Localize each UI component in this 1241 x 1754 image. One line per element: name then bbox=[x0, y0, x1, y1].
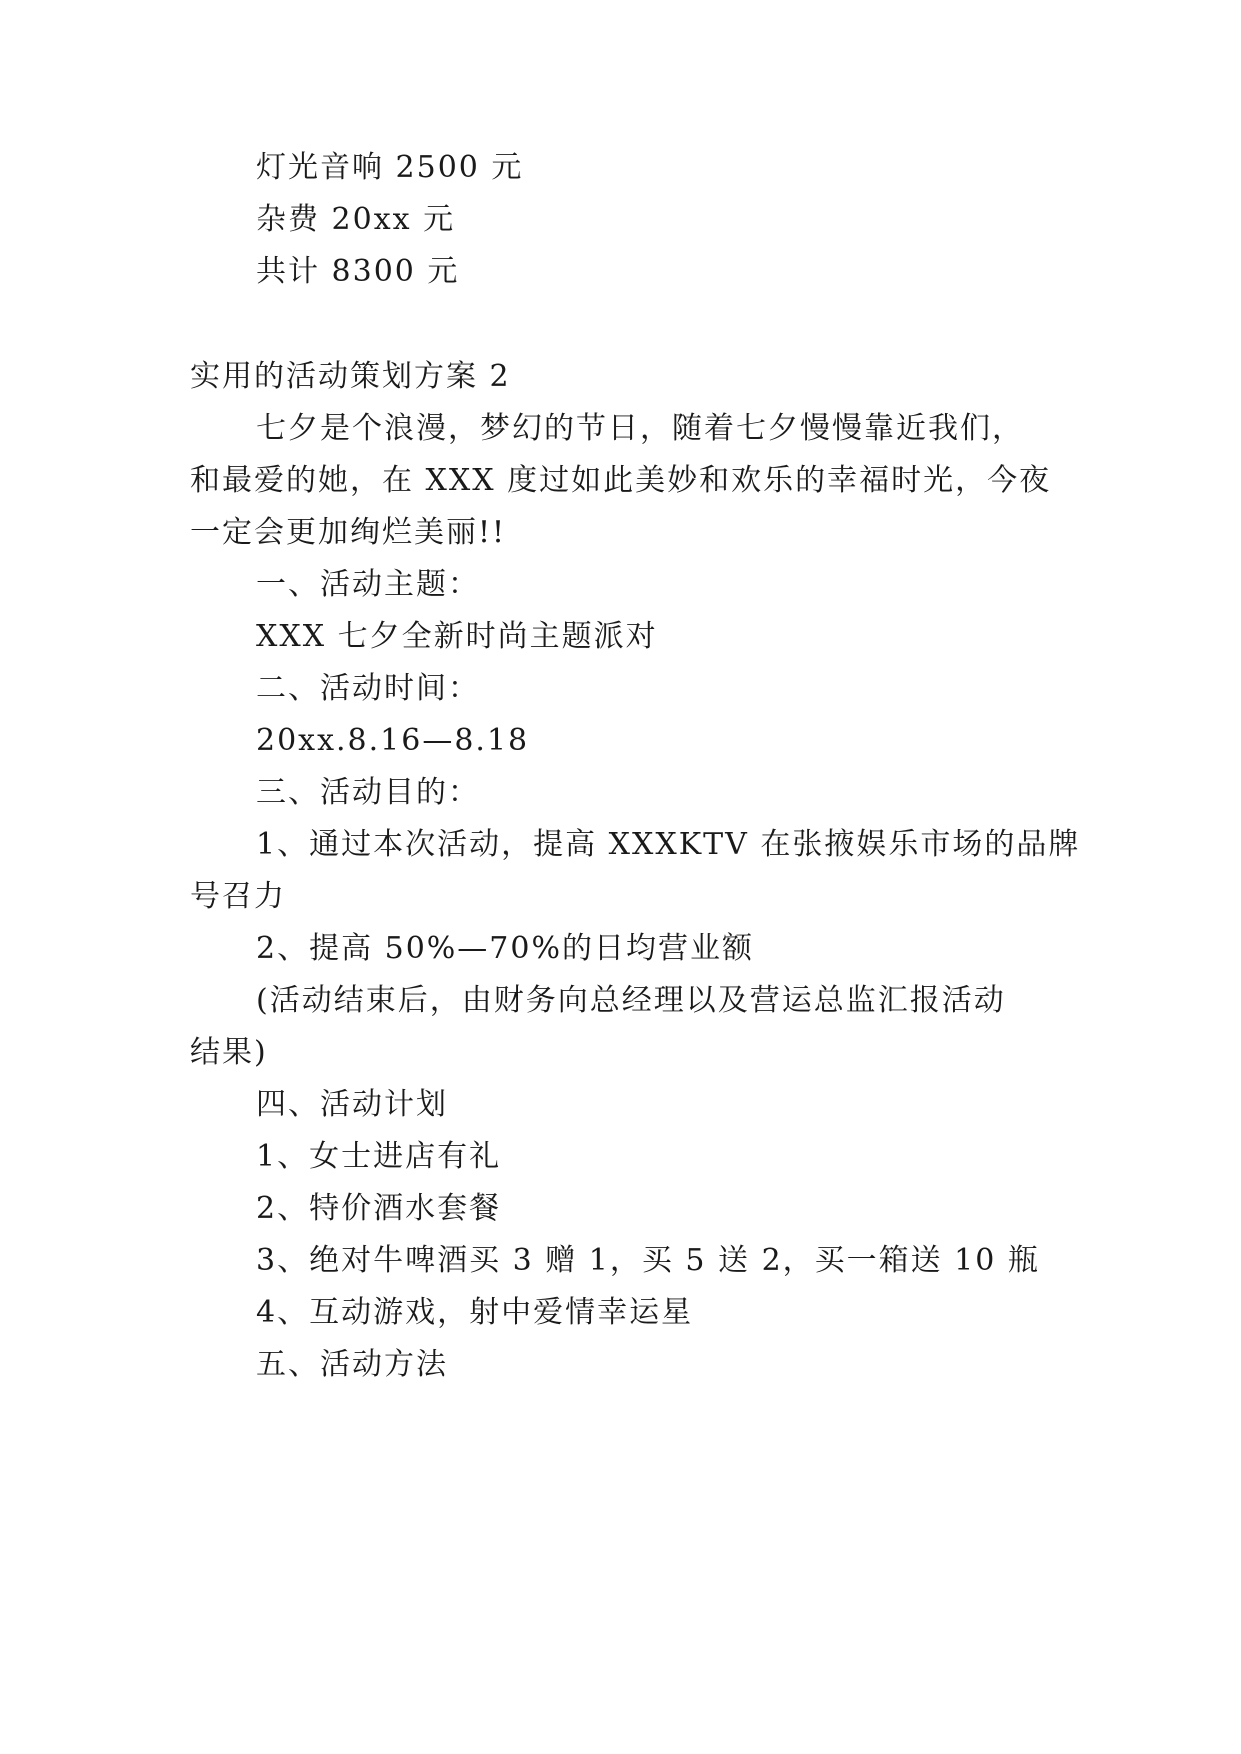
purpose-item-1-line-2: 号召力 bbox=[190, 879, 286, 914]
section-title: 实用的活动策划方案 2 bbox=[190, 359, 511, 394]
time-value: 20xx.8.16—8.18 bbox=[256, 723, 530, 758]
plan-item-4: 4、互动游戏，射中爱情幸运星 bbox=[256, 1295, 694, 1330]
purpose-heading: 三、活动目的： bbox=[256, 775, 480, 810]
intro-line-1: 七夕是个浪漫，梦幻的节日，随着七夕慢慢靠近我们， bbox=[256, 411, 1024, 446]
purpose-note-line-1: (活动结束后，由财务向总经理以及营运总监汇报活动 bbox=[256, 983, 1006, 1018]
plan-item-1: 1、女士进店有礼 bbox=[256, 1139, 502, 1174]
method-heading: 五、活动方法 bbox=[256, 1347, 448, 1382]
budget-total: 共计 8300 元 bbox=[256, 254, 460, 289]
plan-item-2: 2、特价酒水套餐 bbox=[256, 1191, 502, 1226]
purpose-note-line-2: 结果) bbox=[190, 1035, 268, 1070]
budget-lighting: 灯光音响 2500 元 bbox=[256, 150, 524, 185]
budget-misc: 杂费 20xx 元 bbox=[256, 202, 456, 237]
plan-heading: 四、活动计划 bbox=[256, 1087, 448, 1122]
intro-line-2: 和最爱的她，在 XXX 度过如此美妙和欢乐的幸福时光，今夜 bbox=[190, 463, 1052, 498]
plan-item-3: 3、绝对牛啤酒买 3 赠 1，买 5 送 2，买一箱送 10 瓶 bbox=[256, 1243, 1040, 1278]
intro-line-3: 一定会更加绚烂美丽!! bbox=[190, 515, 507, 550]
theme-heading: 一、活动主题： bbox=[256, 567, 480, 602]
time-heading: 二、活动时间： bbox=[256, 671, 480, 706]
purpose-item-2: 2、提高 50%—70%的日均营业额 bbox=[256, 931, 754, 966]
theme-value: XXX 七夕全新时尚主题派对 bbox=[256, 619, 658, 654]
purpose-item-1-line-1: 1、通过本次活动，提高 XXXKTV 在张掖娱乐市场的品牌 bbox=[256, 827, 1081, 862]
